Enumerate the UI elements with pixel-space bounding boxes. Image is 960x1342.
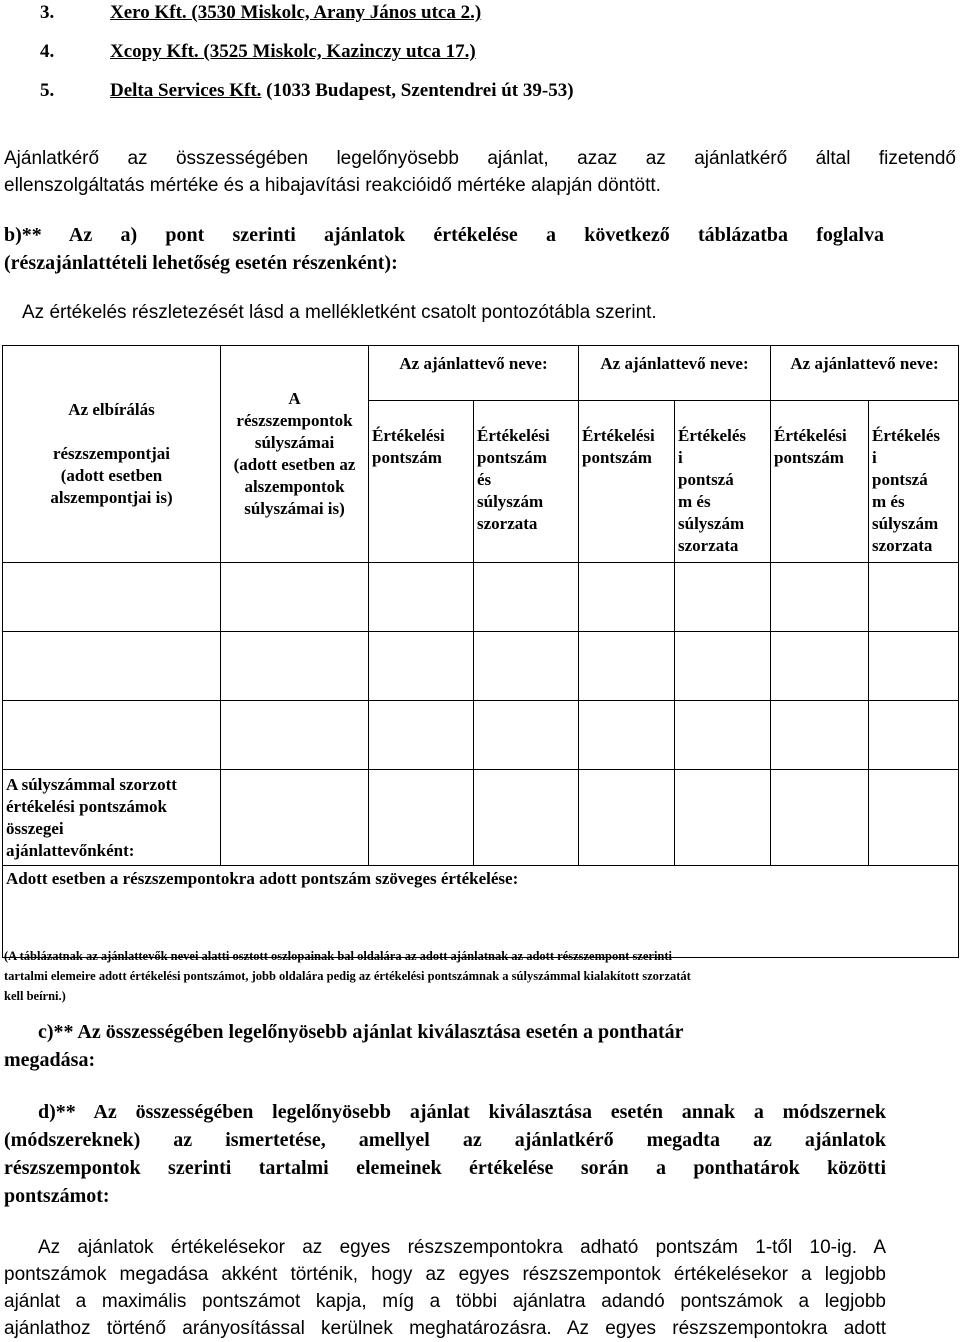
section-b-detail: Az értékelés részletezését lásd a mellékletként csatolt pontozótábla szerint.: [22, 302, 657, 323]
header-line: (adott esetben: [60, 466, 163, 485]
header-line: (adott esetben az: [233, 455, 356, 474]
company-link[interactable]: Xcopy Kft. (3525 Miskolc, Kazinczy utca 17.): [110, 41, 476, 62]
header-line: pontszám: [372, 448, 442, 467]
note-line: tartalmi elemeire adott értékelési pontszámot, jobb oldalára pedig az értékelési pontszámnak a súlyszámmal kialakított szorzatát: [4, 969, 691, 983]
label-line: A súlyszámmal szorzott: [6, 774, 177, 794]
header-line: részszempontok: [236, 411, 353, 430]
table-cell[interactable]: [869, 701, 959, 770]
header-line: i: [678, 448, 683, 467]
evaluation-table: [2, 345, 959, 958]
header-line: pontszá: [678, 470, 734, 489]
header-line: súlyszám: [872, 514, 939, 533]
table-note: [4, 946, 956, 1006]
header-line: súlyszámai: [254, 433, 335, 452]
label-line: értékelési pontszámok: [6, 796, 168, 816]
score-header: [771, 401, 869, 563]
heading-line: megadása:: [4, 1049, 96, 1071]
weighted-score-header: [869, 401, 959, 563]
header-line: részszempontjai: [52, 444, 171, 463]
header-line: Értékelési: [774, 426, 847, 445]
section-b-heading: [4, 221, 884, 277]
table-cell[interactable]: [771, 701, 869, 770]
table-cell[interactable]: [771, 632, 869, 701]
company-link[interactable]: Delta Services Kft.: [110, 80, 262, 101]
table-cell[interactable]: [579, 632, 675, 701]
weighted-score-header: [474, 401, 579, 563]
table-cell[interactable]: [675, 632, 771, 701]
table-cell[interactable]: [474, 632, 579, 701]
header-line: alszempontjai is): [50, 488, 173, 507]
weights-header: [221, 346, 369, 563]
header-line: i: [872, 448, 877, 467]
para-line: pontszámok megadása akként történik, hogy az egyes részszempontok értékelésekor a legjobb: [4, 1264, 886, 1285]
table-cell[interactable]: [771, 770, 869, 866]
table-row: [3, 632, 959, 701]
para-line: ajánlathoz történő arányosítással kerülnek meghatározásra. Az egyes részszempontokra adott: [4, 1318, 886, 1339]
table-cell[interactable]: [221, 632, 369, 701]
table-cell[interactable]: [3, 632, 221, 701]
table-cell[interactable]: [579, 770, 675, 866]
note-line: kell beírni.): [4, 989, 66, 1003]
table-cell[interactable]: [869, 632, 959, 701]
list-number: 3.: [40, 2, 55, 23]
list-item: [40, 41, 940, 65]
header-line: szorzata: [477, 514, 538, 533]
table-cell[interactable]: [675, 563, 771, 632]
header-line: Értékelési: [477, 426, 550, 445]
table-cell[interactable]: [579, 563, 675, 632]
table-cell[interactable]: [221, 701, 369, 770]
header-line: Értékelés: [872, 426, 940, 445]
header-line: Értékelés: [678, 426, 746, 445]
header-line: pontszám: [477, 448, 547, 467]
table-cell[interactable]: [474, 563, 579, 632]
para-line: ajánlat a maximális pontszámot kapja, míg a többi ajánlatra adandó pontszámok a legjobb: [4, 1291, 886, 1312]
heading-line: c)** Az összességében legelőnyösebb ajánlat kiválasztása esetén a ponthatár: [38, 1021, 684, 1043]
sum-row: [3, 770, 959, 866]
header-line: A: [288, 389, 301, 408]
para-line: Az ajánlatok értékelésekor az egyes részszempontokra adható pontszám 1-től 10-ig. A: [38, 1237, 886, 1258]
list-number: 5.: [40, 80, 55, 101]
text-eval-label: Adott esetben a részszempontokra adott pontszám szöveges értékelése:: [6, 869, 519, 888]
text-eval-cell[interactable]: [3, 866, 959, 958]
table-cell[interactable]: [221, 770, 369, 866]
heading-line: pontszámot:: [4, 1185, 110, 1207]
list-text: (1033 Budapest, Szentendrei út 39-53): [261, 80, 574, 101]
table-cell[interactable]: [221, 563, 369, 632]
header-line: súlyszámai is): [244, 499, 345, 518]
table-cell[interactable]: [675, 701, 771, 770]
bidder-name-header: Az ajánlattevő neve:: [771, 346, 959, 401]
table-cell[interactable]: [474, 701, 579, 770]
table-cell[interactable]: [369, 632, 474, 701]
header-line: pontszám: [774, 448, 844, 467]
list-item: [40, 2, 940, 26]
table-cell[interactable]: [771, 563, 869, 632]
label-line: ajánlattevőnként:: [6, 840, 135, 860]
text-eval-row: [3, 866, 959, 958]
score-header: [579, 401, 675, 563]
intro-line: Ajánlatkérő az összességében legelőnyösebb ajánlat, azaz az ajánlatkérő által fizetendő: [4, 148, 956, 169]
section-d-heading: [4, 1098, 886, 1210]
heading-line: d)** Az összességében legelőnyösebb ajánlat kiválasztása esetén annak a módszernek: [38, 1101, 886, 1123]
table-cell[interactable]: [369, 770, 474, 866]
header-line: pontszá: [872, 470, 928, 489]
table-cell[interactable]: [869, 770, 959, 866]
heading-line: (részajánlattételi lehetőség esetén részenként):: [4, 252, 398, 274]
table-cell[interactable]: [3, 701, 221, 770]
section-c-heading: [4, 1018, 954, 1074]
table-row: [3, 563, 959, 632]
label-line: összegei: [6, 818, 64, 838]
heading-line: részszempontok szerinti tartalmi elemeinek értékelése során a ponthatárok közötti: [4, 1157, 886, 1179]
bidder-name-header: Az ajánlattevő neve:: [579, 346, 771, 401]
list-number: 4.: [40, 41, 55, 62]
header-line: alszempontok: [244, 477, 345, 496]
table-cell[interactable]: [579, 701, 675, 770]
final-paragraph: [4, 1234, 886, 1342]
table-row: [3, 701, 959, 770]
header-line: súlyszám: [678, 514, 745, 533]
note-line: (A táblázatnak az ajánlattevők nevei alatti osztott oszlopainak bal oldalára az adott ajánlatnak az adott részszempont szerinti: [4, 949, 673, 963]
header-line: szorzata: [872, 536, 933, 555]
table-cell[interactable]: [675, 770, 771, 866]
header-line: Értékelési: [582, 426, 655, 445]
table-cell[interactable]: [869, 563, 959, 632]
header-line: Értékelési: [372, 426, 445, 445]
company-link[interactable]: Xero Kft. (3530 Miskolc, Arany János utca 2.): [110, 2, 482, 23]
header-line: Az elbírálás: [68, 400, 155, 419]
table-cell[interactable]: [474, 770, 579, 866]
header-line: súlyszám: [477, 492, 544, 511]
intro-paragraph: [4, 145, 956, 199]
heading-line: (módszereknek) az ismertetése, amellyel az ajánlatkérő megadta az ajánlatok: [4, 1129, 886, 1151]
header-line: m és: [678, 492, 711, 511]
table-cell[interactable]: [369, 563, 474, 632]
score-header: [369, 401, 474, 563]
weighted-score-header: [675, 401, 771, 563]
header-line: m és: [872, 492, 905, 511]
bidder-name-header: Az ajánlattevő neve:: [369, 346, 579, 401]
intro-line: ellenszolgáltatás mértéke és a hibajavítási reakcióidő mértéke alapján döntött.: [4, 175, 661, 196]
criteria-header: [3, 346, 221, 563]
sum-row-label: [3, 770, 221, 866]
list-item: [40, 80, 940, 104]
table-cell[interactable]: [369, 701, 474, 770]
heading-line: b)** Az a) pont szerinti ajánlatok értékelése a következő táblázatba foglalva: [4, 224, 884, 246]
header-line: szorzata: [678, 536, 739, 555]
table-cell[interactable]: [3, 563, 221, 632]
header-line: és: [477, 470, 492, 489]
header-line: pontszám: [582, 448, 652, 467]
